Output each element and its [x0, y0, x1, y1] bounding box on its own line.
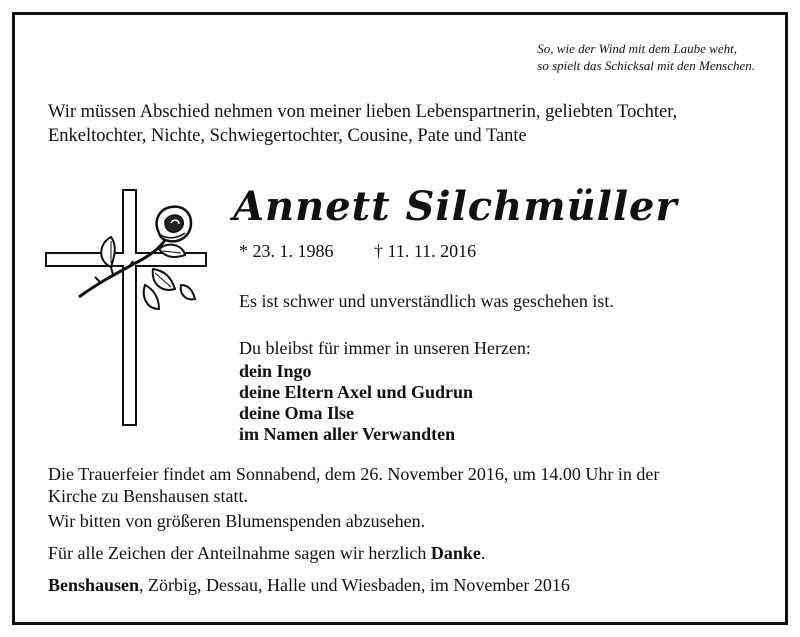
deceased-name: Annett Silchmüller — [233, 183, 678, 230]
verse-line-2: so spielt das Schicksal mit den Menschen. — [537, 58, 755, 73]
verse-line-1: So, wie der Wind mit dem Laube weht, — [537, 41, 737, 56]
obituary-frame — [12, 12, 788, 625]
message-line-1: Es ist schwer und unverständlich was geschehen ist. — [239, 291, 614, 311]
flower-request: Wir bitten von größeren Blumenspenden abzusehen. — [48, 511, 426, 531]
thanks-line — [48, 543, 485, 564]
place-line — [48, 575, 570, 596]
mourner-item: deine Oma Ilse — [239, 403, 354, 423]
thanks-text: Für alle Zeichen der Anteilnahme sagen wir herzlich — [48, 543, 431, 563]
place-text: , Zörbig, Dessau, Halle und Wiesbaden, im November 2016 — [139, 575, 570, 595]
funeral-line-1: Die Trauerfeier findet am Sonnabend, dem 26. November 2016, um 14.00 Uhr in der — [48, 464, 660, 484]
mourner-item: deine Eltern Axel und Gudrun — [239, 382, 474, 402]
funeral-line-2: Kirche zu Benshausen statt. — [48, 486, 248, 506]
mourner-item: dein Ingo — [239, 361, 312, 381]
life-dates — [239, 241, 476, 262]
funeral-info — [48, 463, 778, 507]
intro-line-2: Enkeltochter, Nichte, Schwiegertochter, Cousine, Pate und Tante — [48, 126, 527, 146]
place-bold: Benshausen — [48, 575, 140, 595]
death-date: † 11. 11. 2016 — [374, 241, 477, 261]
intro-line-1: Wir müssen Abschied nehmen von meiner lieben Lebenspartnerin, geliebten Tochter, — [48, 102, 678, 122]
thanks-bold: Danke — [430, 543, 481, 563]
verse — [537, 40, 755, 74]
birth-date: * 23. 1. 1986 — [239, 241, 334, 261]
message-line-2: Du bleibst für immer in unseren Herzen: — [239, 338, 531, 358]
thanks-end: . — [480, 543, 486, 563]
intro-text — [48, 100, 778, 148]
mourner-item: im Namen aller Verwandten — [239, 424, 456, 444]
mourners-list — [239, 361, 473, 445]
cross-with-rose-icon — [41, 185, 221, 445]
